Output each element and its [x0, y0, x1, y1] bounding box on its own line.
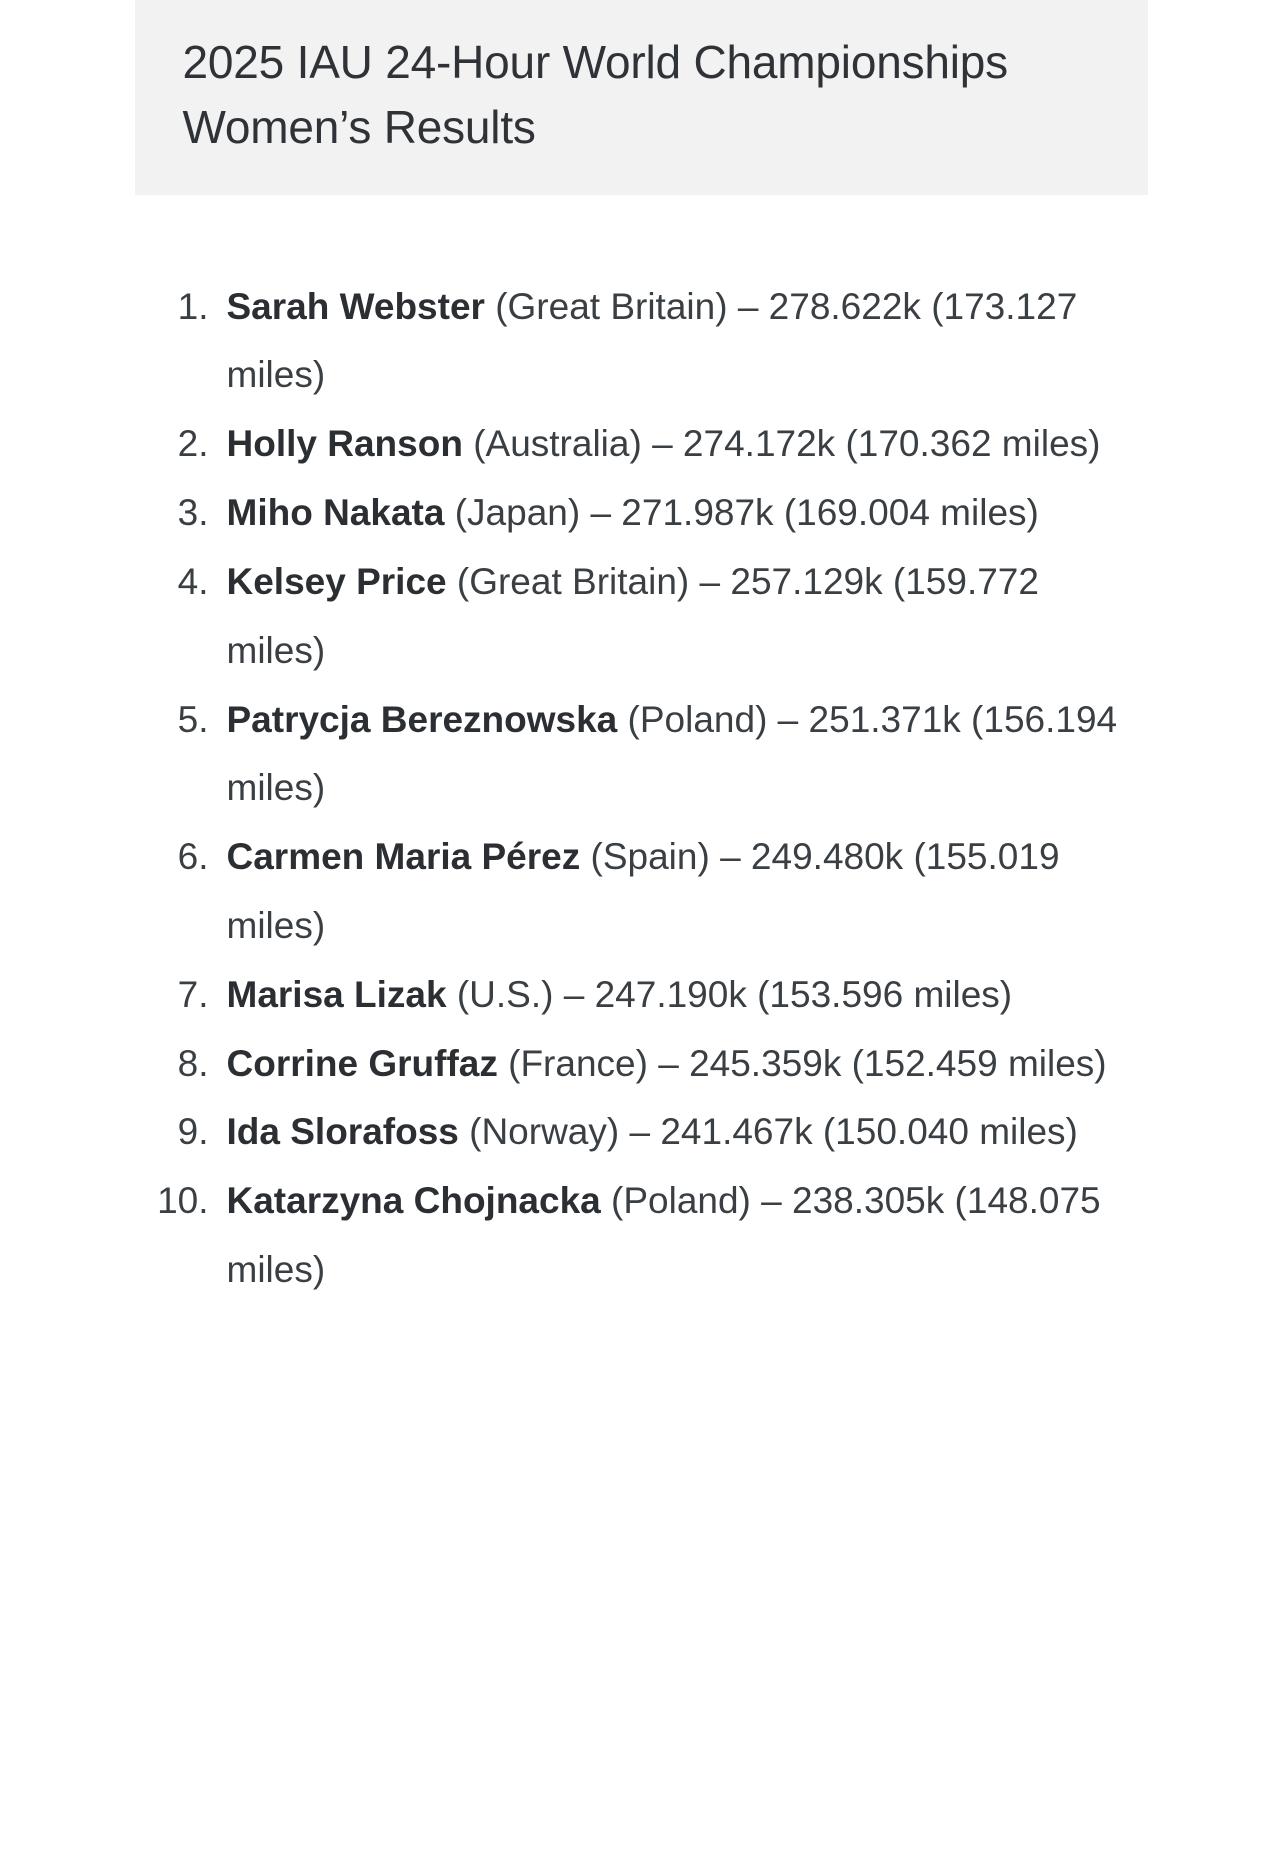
result-detail: (Poland) – 251.371k (156.194 miles)	[226, 698, 1118, 809]
page-title: 2025 IAU 24-Hour World Championships Women’s Results	[182, 36, 1008, 154]
result-rank: 3.	[177, 492, 209, 534]
athlete-name: Marisa Lizak	[226, 973, 447, 1015]
athlete-name: Sarah Webster	[226, 285, 485, 327]
athlete-name: Patrycja Bereznowska	[226, 698, 618, 740]
result-entry	[227, 1030, 1148, 1099]
list-item	[135, 1167, 1148, 1305]
result-rank: 1.	[177, 285, 209, 327]
list-item	[135, 410, 1148, 479]
list-item	[135, 823, 1148, 961]
athlete-name: Katarzyna Chojnacka	[226, 1180, 601, 1222]
result-rank: 4.	[177, 560, 209, 602]
result-entry	[227, 479, 1148, 548]
result-detail: (Australia) – 274.172k (170.362 miles)	[462, 423, 1101, 465]
result-entry	[227, 961, 1148, 1030]
athlete-name: Ida Slorafoss	[226, 1111, 459, 1153]
result-rank: 5.	[177, 698, 209, 740]
athlete-name: Carmen Maria Pérez	[226, 836, 581, 878]
result-detail: (Great Britain) – 278.622k (173.127 miles)	[226, 285, 1078, 396]
result-entry	[227, 823, 1148, 961]
list-item	[135, 273, 1148, 411]
athlete-name: Miho Nakata	[226, 492, 445, 534]
athlete-name: Holly Ranson	[226, 423, 463, 465]
page-content	[68, 0, 1216, 1305]
result-entry	[227, 1167, 1148, 1305]
result-detail: (France) – 245.359k (152.459 miles)	[497, 1042, 1107, 1084]
list-item	[135, 686, 1148, 824]
result-detail: (U.S.) – 247.190k (153.596 miles)	[446, 973, 1013, 1015]
page-title-banner	[135, 0, 1148, 195]
result-entry	[227, 548, 1148, 686]
list-item	[135, 479, 1148, 548]
list-item	[135, 548, 1148, 686]
result-rank: 8.	[177, 1042, 209, 1084]
result-rank: 7.	[177, 973, 209, 1015]
result-entry	[227, 1098, 1148, 1167]
result-detail: (Japan) – 271.987k (169.004 miles)	[444, 492, 1039, 534]
athlete-name: Kelsey Price	[226, 560, 447, 602]
list-item	[135, 1098, 1148, 1167]
results-list	[135, 195, 1148, 1305]
result-detail: (Great Britain) – 257.129k (159.772 miles)	[226, 560, 1039, 671]
result-rank: 6.	[177, 836, 209, 878]
result-rank: 9.	[177, 1111, 209, 1153]
result-detail: (Norway) – 241.467k (150.040 miles)	[458, 1111, 1078, 1153]
result-detail: (Poland) – 238.305k (148.075 miles)	[226, 1180, 1101, 1290]
result-rank: 10.	[157, 1180, 209, 1222]
result-detail: (Spain) – 249.480k (155.019 miles)	[226, 836, 1060, 946]
list-item	[135, 961, 1148, 1030]
result-entry	[227, 686, 1148, 824]
list-item	[135, 1030, 1148, 1099]
athlete-name: Corrine Gruffaz	[226, 1042, 498, 1084]
result-entry	[227, 410, 1148, 479]
result-entry	[227, 273, 1148, 411]
result-rank: 2.	[177, 423, 209, 465]
